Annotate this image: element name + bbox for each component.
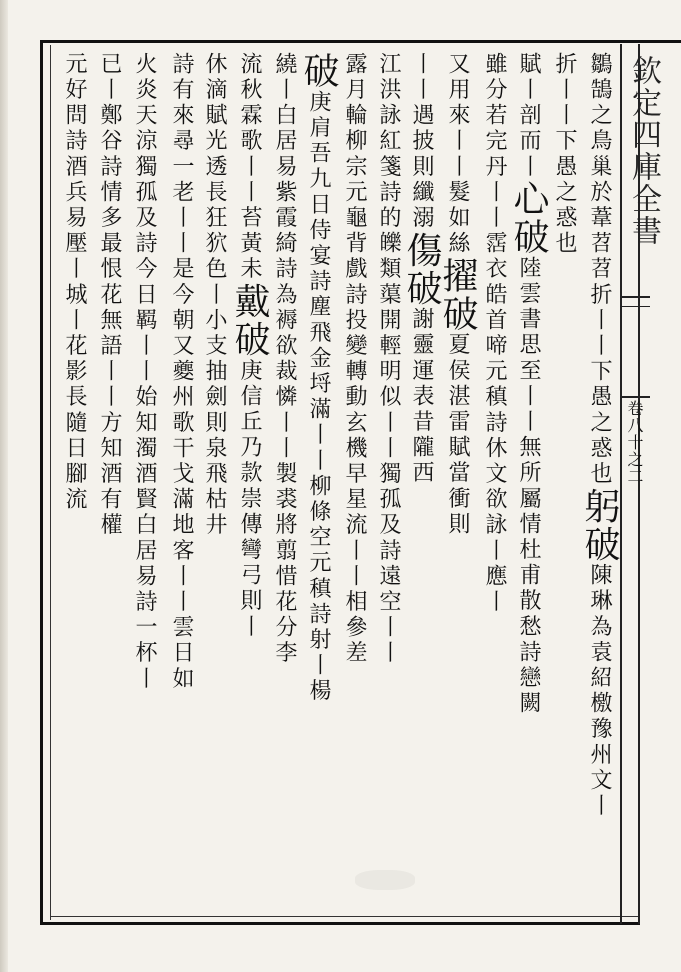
column-text: 陳琳為袁紹檄豫州文丨	[587, 563, 612, 820]
column-text: 折丨丨下愚之惑也	[587, 282, 612, 488]
column-text: 已丨鄭谷詩情多最恨花無語丨丨方知酒有權	[97, 52, 122, 539]
column-text: 元好問詩酒兵易壓丨城丨花影長隨日腳流	[62, 52, 87, 513]
headword: 躬	[579, 487, 620, 526]
column-text: 流秋霖歌丨丨苔黃未	[237, 52, 262, 283]
column-text: 陸雲書思至丨丨無所屬情杜甫散愁詩戀闕	[516, 256, 541, 717]
text-column	[229, 52, 270, 917]
gutter-cap-rule	[620, 296, 650, 298]
text-column	[548, 52, 580, 917]
column-text: 賦丨剖而丨	[516, 52, 541, 180]
column-text: 詩有來尋一老丨丨是今朝又夔州歌干戈滿地客丨丨雲日如	[169, 52, 194, 692]
text-column	[198, 52, 230, 917]
headword: 破	[401, 269, 442, 308]
text-column	[93, 52, 125, 917]
column-text: 謝靈運表昔隴西	[409, 307, 434, 487]
column-text: 丨髮如絲	[445, 154, 470, 257]
text-column	[338, 52, 370, 917]
gutter-cap-rule-3	[620, 396, 650, 398]
text-column	[401, 52, 442, 917]
frame-border-left-inner	[50, 45, 51, 920]
chapter-label: 卷八十之二	[625, 400, 644, 485]
column-text: 鶵鵠之鳥巢於葦苕苕	[587, 52, 612, 283]
scan-edge	[0, 0, 8, 972]
text-column	[298, 52, 339, 917]
frame-border-top	[40, 40, 681, 43]
book-title: 欽定四庫全書	[626, 55, 661, 247]
headword: 破	[229, 320, 270, 359]
column-text: 折丨丨下愚之惑也	[552, 52, 577, 257]
text-column	[268, 52, 300, 917]
headword: 傷	[401, 231, 442, 270]
column-text: 休滴賦光透長狂狖色	[202, 52, 227, 283]
text-column	[128, 52, 160, 917]
frame-border-left	[40, 40, 43, 925]
text-column	[579, 52, 620, 917]
headword: 破	[298, 52, 339, 90]
column-text: 丨丨遇披則纖溺	[409, 52, 434, 232]
column-text: 江洪詠紅箋詩的皪類蕖開輕明似丨丨獨孤及詩遠空丨丨	[376, 52, 401, 667]
text-column	[478, 52, 510, 917]
column-text: 又用來丨	[445, 52, 470, 155]
frame-border-bottom	[40, 922, 640, 925]
column-text: 露月輪柳宗元龜背戲詩投變轉動玄機早星流丨丨相參差	[342, 52, 367, 667]
gutter-cap-rule-2	[620, 306, 650, 307]
headword: 破	[579, 525, 620, 564]
headword: 心	[508, 180, 549, 218]
text-column	[437, 52, 478, 917]
headword: 擢	[437, 256, 478, 295]
column-text: 丨小支抽劍則泉飛枯井	[202, 282, 227, 539]
text-column	[508, 52, 549, 917]
column-text: 雖分若完	[482, 52, 507, 155]
headword: 戴	[229, 282, 270, 321]
column-text: 丹丨丨霑衣皓首啼元稹詩休文欲詠丨應丨	[482, 154, 507, 616]
text-column	[58, 52, 90, 917]
text-column	[372, 52, 404, 917]
column-text: 火炎天涼獨孤及詩今日羁丨丨始知濁酒賢白居易詩一杯丨	[132, 52, 157, 692]
headword: 破	[508, 218, 549, 256]
headword: 破	[437, 294, 478, 333]
column-text: 庚信丘乃款崇傳彎弓則丨	[237, 358, 262, 641]
column-text: 庚肩吾九日侍宴詩塵飛金埒滿丨丨柳條空元稹詩射丨楊	[306, 90, 331, 705]
column-text: 繞丨白居易紫霞綺詩為褥欲裁憐丨丨製裘將翦惜花分李	[272, 52, 297, 667]
text-column	[165, 52, 197, 917]
column-text: 夏侯湛雷賦當衝則	[445, 332, 470, 538]
